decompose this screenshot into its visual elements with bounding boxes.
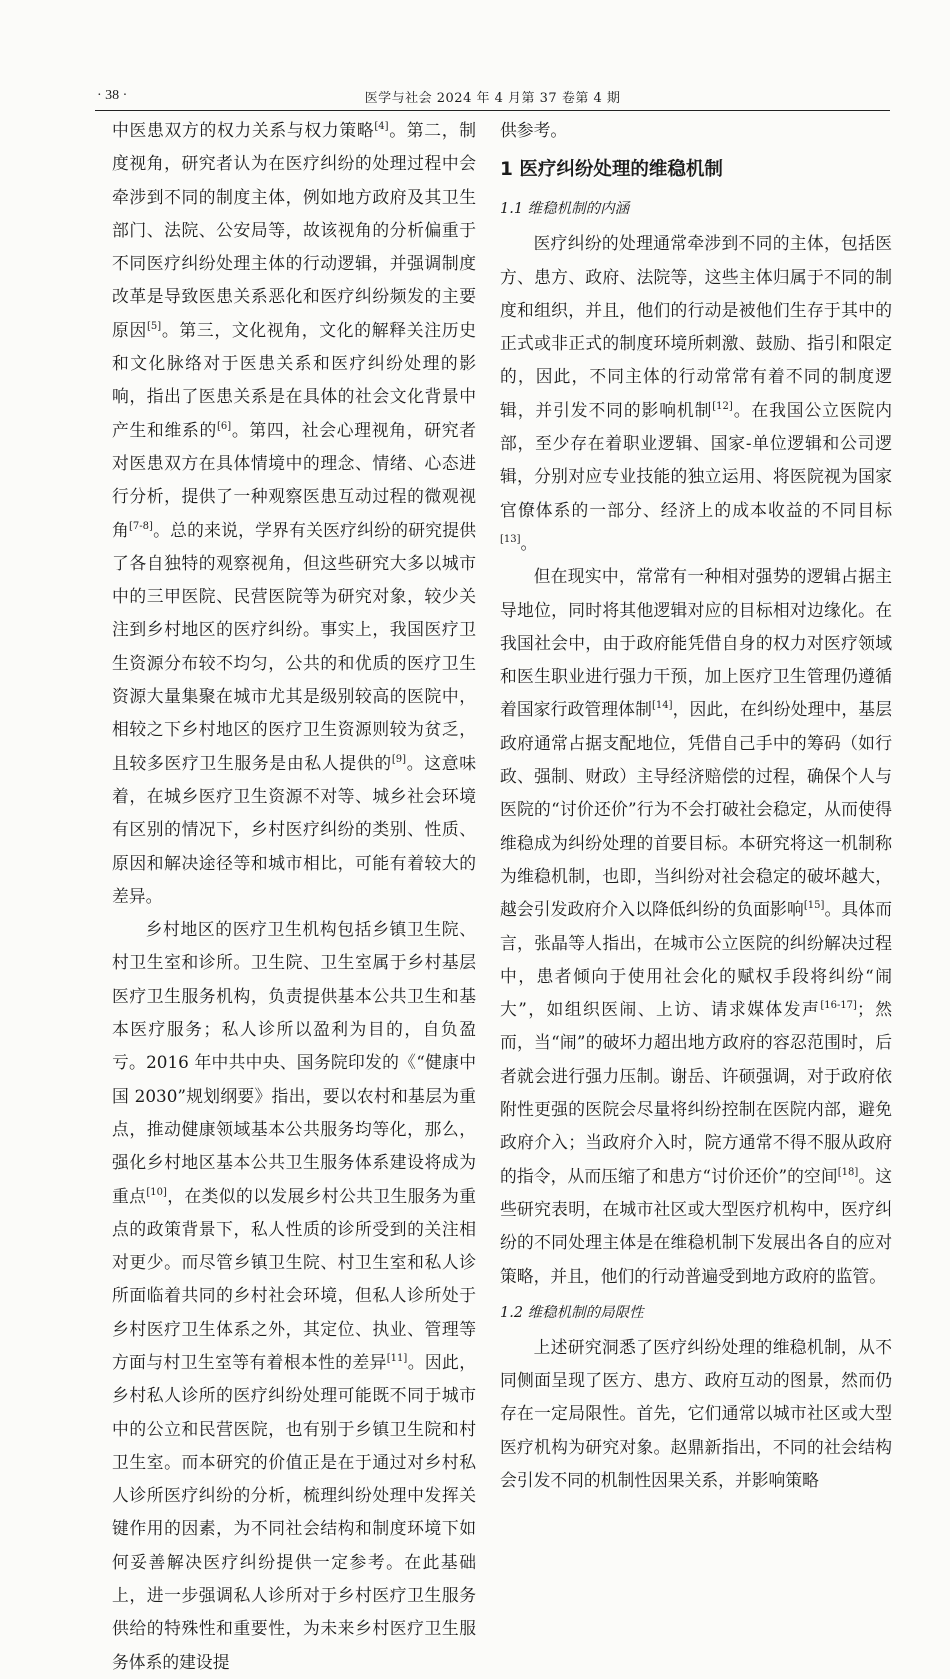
left-column	[112, 114, 476, 1679]
citation[interactable]: [6]	[216, 420, 232, 432]
citation[interactable]: [9]	[391, 753, 407, 765]
right-paragraph-2: 但在现实中，常常有一种相对强势的逻辑占据主导地位，同时将其他逻辑对应的目标相对边缘化。在我国社会中，由于政府能凭借自身的权力对医疗领域和医生职业进行强力干预，加上医疗卫生管理仍遵循着国家行政管理体制[14]，因此，在纠纷处理中，基层政府通常占据支配地位，凭借自己手中的筹码（如行政、强制、财政）主导经济赔偿的过程，确保个人与医院的“讨价还价”行为不会打破社会稳定，从而使得维稳成为纠纷处理的首要目标。本研究将这一机制称为维稳机制，也即，当纠纷对社会稳定的破坏越大，越会引发政府介入以降低纠纷的负面影响[15]。具体而言，张晶等人指出，在城市公立医院的纠纷解决过程中，患者倾向于使用社会化的赋权手段将纠纷“闹大”，如组织医闹、上访、请求媒体发声[16-17]；然而，当“闹”的破坏力超出地方政府的容忍范围时，后者就会进行强力压制。谢岳、许硕强调，对于政府依附性更强的医院会尽量将纠纷控制在医院内部，避免政府介入；当政府介入时，院方通常不得不服从政府的指令，从而压缩了和患方“讨价还价”的空间[18]。这些研究表明，在城市社区或大型医疗机构中，医疗纠纷的不同处理主体是在维稳机制下发展出各自的应对策略，并且，他们的行动普遍受到地方政府的监管。	[500, 566, 892, 1286]
citation[interactable]: [13]	[500, 533, 521, 545]
right-paragraph-3: 上述研究洞悉了医疗纠纷处理的维稳机制，从不同侧面呈现了医方、患方、政府互动的图景，然而仍存在一定局限性。首先，它们通常以城市社区或大型医疗机构为研究对象。赵鼎新指出，不同的社会结构会引发不同的机制性因果关系，并影响策略	[500, 1336, 892, 1490]
citation[interactable]: [16-17]	[820, 1000, 857, 1012]
citation[interactable]: [4]	[374, 121, 389, 132]
left-paragraph-2: 乡村地区的医疗卫生机构包括乡镇卫生院、村卫生室和诊所。卫生院、卫生室属于乡村基层医疗卫生服务机构，负责提供基本公共卫生和基本医疗服务；私人诊所以盈利为目的，自负盈亏。2016 年中共中央、国务院印发的《“健康中国 2030”规划纲要》指出，要以农村和基层为重点，推动健康领域基本公共服务均等化，那么，强化乡村地区基本公共卫生服务体系建设将成为重点[10]，在类似的以发展乡村公共卫生服务为重点的政策背景下，私人性质的诊所受到的关注相对更少。而尽管乡镇卫生院、村卫生室和私人诊所面临着共同的乡村社会环境，但私人诊所处于乡村医疗卫生体系之外，其定位、执业、管理等方面与村卫生室等有着根本性的差异[11]。因此，乡村私人诊所的医疗纠纷处理可能既不同于城市中的公立和民营医院，也有别于乡镇卫生院和村卫生室。而本研究的价值正是在于通过对乡村私人诊所医疗纠纷的分析，梳理纠纷处理中发挥关键作用的因素，为不同社会结构和制度环境下如何妥善解决医疗纠纷提供一定参考。在此基础上，进一步强调私人诊所对于乡村医疗卫生服务供给的特殊性和重要性，为未来乡村医疗卫生服务体系的建设提	[112, 919, 476, 1672]
citation[interactable]: [15]	[803, 900, 825, 912]
subsection-heading-1-1: 1.1 维稳机制的内涵	[500, 201, 630, 218]
journal-info: 医学与社会 2024 年 4 月第 37 卷第 4 期	[364, 91, 621, 106]
continued-text: 供参考。	[500, 120, 568, 140]
citation[interactable]: [11]	[386, 1352, 408, 1364]
citation[interactable]: [14]	[651, 700, 673, 712]
citation[interactable]: [18]	[837, 1166, 859, 1178]
citation[interactable]: [12]	[712, 400, 733, 412]
section-heading: 1 医疗纠纷处理的维稳机制	[500, 159, 723, 181]
right-paragraph-1: 医疗纠纷的处理通常牵涉到不同的主体，包括医方、患方、政府、法院等，这些主体归属于不同的制度和组织，并且，他们的行动是被他们生存于其中的正式或非正式的制度环境所刺激、鼓励、指引和限定的，因此，不同主体的行动常常有着不同的制度逻辑，并引发不同的影响机制[12]。在我国公立医院内部，至少存在着职业逻辑、国家-单位逻辑和公司逻辑，分别对应专业技能的独立运用、将医院视为国家官僚体系的一部分、经济上的成本收益的不同目标[13]。	[500, 233, 892, 553]
citation[interactable]: [5]	[146, 320, 162, 332]
citation[interactable]: [10]	[146, 1186, 167, 1198]
running-header	[95, 86, 890, 111]
subsection-heading-1-2: 1.2 维稳机制的局限性	[500, 1304, 644, 1321]
right-column	[500, 114, 892, 1497]
page-number: · 38 ·	[97, 88, 128, 103]
left-paragraph-1: 中医患双方的权力关系与权力策略[4]。第二，制度视角，研究者认为在医疗纠纷的处理过程中会牵涉到不同的制度主体，例如地方政府及其卫生部门、法院、公安局等，故该视角的分析偏重于不同医疗纠纷处理主体的行动逻辑，并强调制度改革是导致医患关系恶化和医疗纠纷频发的主要原因[5]。第三，文化视角，文化的解释关注历史和文化脉络对于医患关系和医疗纠纷处理的影响，指出了医患关系是在具体的社会文化背景中产生和维系的[6]。第四，社会心理视角，研究者对医患双方在具体情境中的理念、情绪、心态进行分析，提供了一种观察医患互动过程的微观视角[7-8]。总的来说，学界有关医疗纠纷的研究提供了各自独特的观察视角，但这些研究大多以城市中的三甲医院、民营医院等为研究对象，较少关注到乡村地区的医疗纠纷。事实上，我国医疗卫生资源分布较不均匀，公共的和优质的医疗卫生资源大量集聚在城市尤其是级别较高的医院中，相较之下乡村地区的医疗卫生资源则较为贫乏，且较多医疗卫生服务是由私人提供的[9]。这意味着，在城乡医疗卫生资源不对等、城乡社会环境有区别的情况下，乡村医疗纠纷的类别、性质、原因和解决途径等和城市相比，可能有着较大的差异。	[112, 120, 476, 906]
citation[interactable]: [7-8]	[129, 520, 153, 532]
